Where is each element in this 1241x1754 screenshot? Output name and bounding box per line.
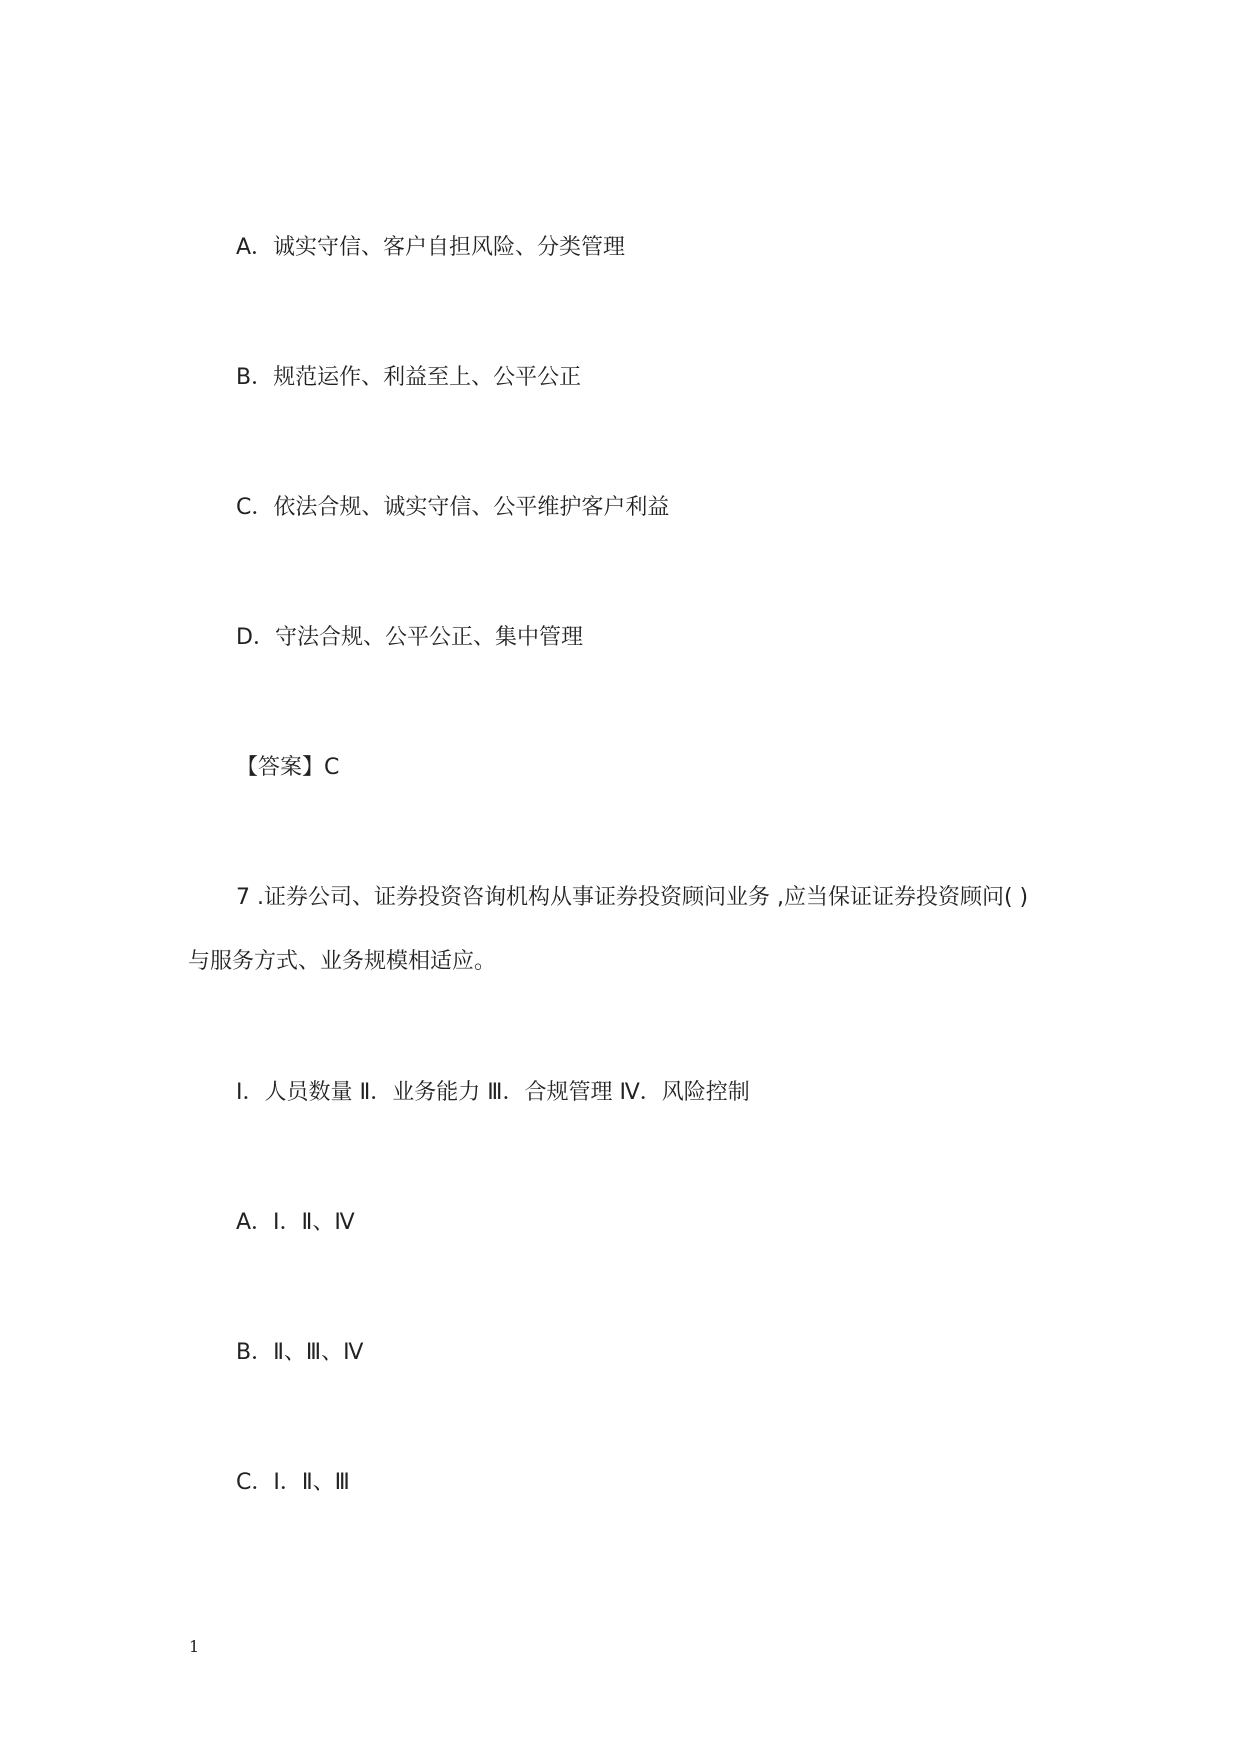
page-number: 1 [189, 1637, 200, 1656]
q6-option-a: A．诚实守信、客户自担风险、分类管理 [236, 235, 626, 260]
q6-option-c: C．依法合规、诚实守信、公平维护客户利益 [236, 495, 670, 520]
q6-answer: 【答案】C [236, 755, 340, 780]
q7-option-a: A．Ⅰ．Ⅱ、Ⅳ [236, 1210, 355, 1235]
q7-option-c: C．Ⅰ．Ⅱ、Ⅲ [236, 1470, 350, 1495]
q6-option-d: D．守法合规、公平公正、集中管理 [236, 625, 583, 650]
q7-option-b: B．Ⅱ、Ⅲ、Ⅳ [236, 1340, 364, 1365]
q7-stem-line-2: 与服务方式、业务规模相适应。 [188, 949, 497, 974]
q7-stem-line-1: 7 .证券公司、证券投资咨询机构从事证券投资顾问业务 ,应当保证证券投资顾问( ) [236, 885, 1029, 910]
q6-option-b: B．规范运作、利益至上、公平公正 [236, 365, 582, 390]
q7-items: Ⅰ．人员数量 Ⅱ．业务能力 Ⅲ．合规管理 Ⅳ．风险控制 [236, 1080, 750, 1105]
